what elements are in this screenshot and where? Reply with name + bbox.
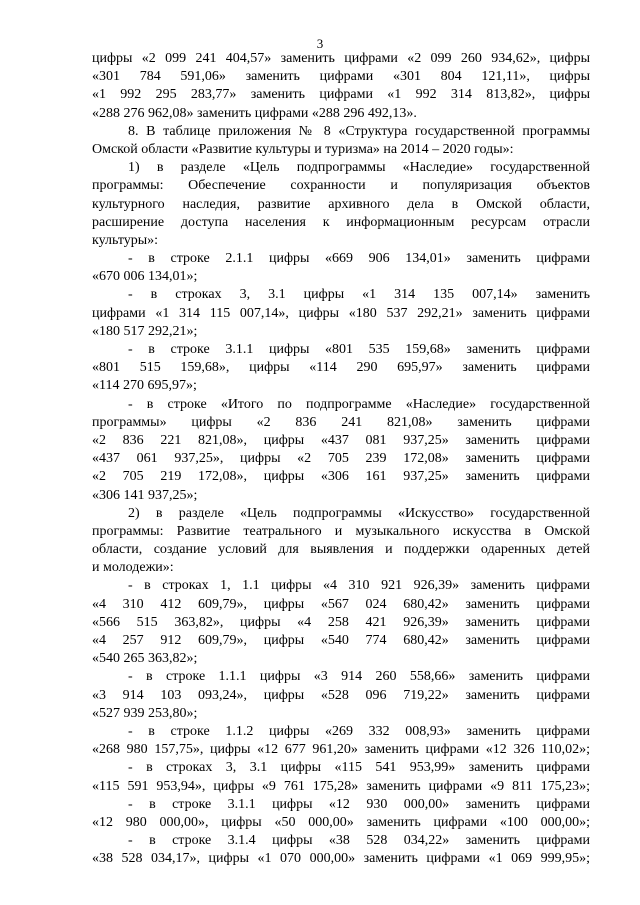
text-line: программы: Развитие театрального и музыкального искусства в Омской — [92, 523, 590, 539]
text-line: «801 515 159,68», цифры «114 290 695,97» заменить цифрами — [92, 360, 590, 376]
text-line: цифры «2 099 241 404,57» заменить цифрами «2 099 260 934,62», цифры — [92, 51, 590, 66]
text-line: «114 270 695,97»; — [92, 378, 197, 394]
text-line: - в строке 1.1.1 цифры «3 914 260 558,66» заменить цифрами — [128, 669, 590, 685]
text-line: «670 006 134,01»; — [92, 269, 198, 285]
text-line: «1 992 295 283,77» заменить цифрами «1 992 314 813,82», цифры — [92, 87, 590, 103]
text-line: «566 515 363,82», цифры «4 258 421 926,39» заменить цифрами — [92, 614, 590, 630]
document-body — [92, 50, 590, 868]
text-line: «301 784 591,06» заменить цифрами «301 804 121,11», цифры — [92, 69, 590, 85]
text-line: культурного наследия, развитие архивного дела в Омской области, — [92, 196, 590, 212]
text-line: 8. В таблице приложения № 8 «Структура государственной программы — [128, 123, 590, 139]
text-line: цифрами «1 314 115 007,14», цифры «180 537 292,21» заменить цифрами — [92, 305, 590, 321]
text-line: и молодежи»: — [92, 560, 174, 576]
text-line: программы» цифры «2 836 241 821,08» заменить цифрами — [92, 414, 590, 430]
text-line: Омской области «Развитие культуры и туризма» на 2014 – 2020 годы»: — [92, 141, 514, 157]
text-line: «288 276 962,08» заменить цифрами «288 296 492,13». — [92, 105, 417, 121]
text-line: «4 257 912 609,79», цифры «540 774 680,42» заменить цифрами — [92, 633, 590, 648]
text-line: «268 980 157,75», цифры «12 677 961,20» заменить цифрами «12 326 110,02»; — [92, 742, 590, 758]
text-line: - в строках 3, 3.1 цифры «115 541 953,99» заменить цифрами — [128, 760, 590, 776]
text-line: «2 705 219 172,08», цифры «306 161 937,25» заменить цифрами — [92, 469, 590, 485]
text-line: - в строке 2.1.1 цифры «669 906 134,01» заменить цифрами — [128, 251, 590, 267]
text-line: «38 528 034,17», цифры «1 070 000,00» заменить цифрами «1 069 999,95»; — [92, 851, 590, 867]
text-line: «115 591 953,94», цифры «9 761 175,28» заменить цифрами «9 811 175,23»; — [92, 778, 590, 794]
text-line: 1) в разделе «Цель подпрограммы «Наследие» государственной — [128, 160, 590, 176]
text-line: - в строках 3, 3.1 цифры «1 314 135 007,14» заменить — [128, 287, 590, 303]
text-line: «306 141 937,25»; — [92, 487, 198, 503]
text-line: - в строке 3.1.4 цифры «38 528 034,22» заменить цифрами — [128, 833, 590, 849]
text-line: «4 310 412 609,79», цифры «567 024 680,42» заменить цифрами — [92, 596, 590, 612]
text-line: «540 265 363,82»; — [92, 651, 198, 667]
text-line: «12 980 000,00», цифры «50 000,00» заменить цифрами «100 000,00»; — [92, 814, 590, 830]
text-line: «527 939 253,80»; — [92, 705, 198, 721]
text-line: «2 836 221 821,08», цифры «437 081 937,25» заменить цифрами — [92, 432, 590, 448]
text-line: «180 517 292,21»; — [92, 323, 198, 339]
text-line: «437 061 937,25», цифры «2 705 239 172,08» заменить цифрами — [92, 451, 590, 467]
text-line: расширение доступа населения к информационным ресурсам отрасли — [92, 214, 590, 230]
text-line: культуры»: — [92, 232, 159, 248]
text-line: - в строке 3.1.1 цифры «801 535 159,68» заменить цифрами — [128, 342, 590, 357]
text-line: области, создание условий для выявления и поддержки одаренных детей — [92, 542, 590, 558]
text-line: - в строке 1.1.2 цифры «269 332 008,93» заменить цифрами — [128, 723, 590, 739]
text-line: «3 914 103 093,24», цифры «528 096 719,22» заменить цифрами — [92, 687, 590, 703]
text-line: - в строках 1, 1.1 цифры «4 310 921 926,39» заменить цифрами — [128, 578, 590, 594]
text-line: программы: Обеспечение сохранности и популяризация объектов — [92, 178, 590, 194]
text-line: - в строке 3.1.1 цифры «12 930 000,00» заменить цифрами — [128, 796, 590, 812]
text-line: 2) в разделе «Цель подпрограммы «Искусство» государственной — [128, 505, 590, 521]
page-number: 3 — [316, 36, 324, 51]
text-line: - в строке «Итого по подпрограмме «Наследие» государственной — [128, 396, 590, 412]
